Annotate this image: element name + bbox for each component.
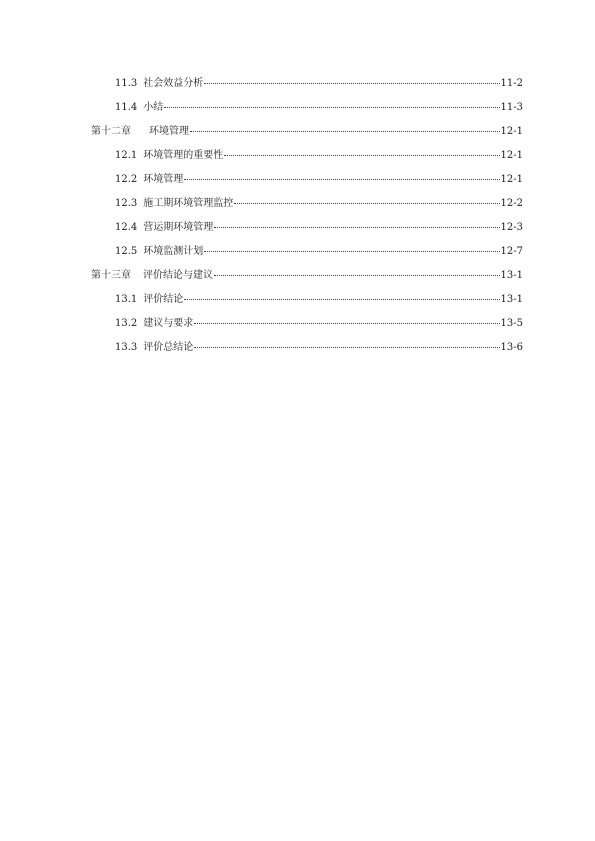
dot-leader [194,313,499,324]
toc-entry-number: 11.3 [115,78,138,89]
toc-entry-12-3[interactable] [0,192,595,216]
toc-entry-page: 12-1 [500,150,523,161]
toc-entry-page: 13-1 [500,294,523,305]
toc-entry-number: 13.2 [115,318,138,329]
dot-leader [224,145,499,156]
toc-entry-page: 12-2 [500,198,523,209]
dot-leader [204,241,499,252]
toc-entry-number: 12.3 [115,198,138,209]
toc-chapter-number: 第十三章 [91,270,131,281]
toc-entry-title: 施工期环境管理监控 [143,198,234,209]
toc-entry-title: 评价结论 [143,294,184,305]
toc-entry-12-4[interactable] [0,216,595,240]
toc-entry-13-3[interactable] [0,336,595,360]
toc-entry-number: 13.3 [115,342,138,353]
toc-entry-title: 环境管理 [143,174,184,185]
toc-entry-page: 13-1 [500,270,523,281]
dot-leader [234,193,499,204]
toc-entry-title: 环境管理 [149,126,189,137]
toc-entry-title: 环境监测计划 [143,246,204,257]
dot-leader [184,289,499,300]
toc-entry-12-5[interactable] [0,240,595,264]
toc-entry-page: 12-7 [500,246,523,257]
table-of-contents [0,72,595,360]
dot-leader [194,337,499,348]
dot-leader [214,265,500,276]
dot-leader [204,73,499,84]
dot-leader [190,121,500,132]
toc-entry-page: 12-3 [500,222,523,233]
toc-entry-number: 13.1 [115,294,138,305]
toc-entry-number: 12.5 [115,246,138,257]
toc-entry-title: 环境管理的重要性 [143,150,224,161]
toc-entry-title: 小结 [143,102,164,113]
toc-entry-title: 评价结论与建议 [143,270,213,281]
toc-entry-page: 11-2 [500,78,523,89]
toc-entry-page: 13-6 [500,342,523,353]
toc-entry-13-1[interactable] [0,288,595,312]
toc-entry-page: 13-5 [500,318,523,329]
toc-entry-title: 评价总结论 [143,342,194,353]
toc-chapter-number: 第十二章 [91,126,131,137]
dot-leader [214,217,499,228]
dot-leader [164,97,499,108]
toc-entry-chapter-12[interactable] [0,120,595,144]
dot-leader [184,169,499,180]
toc-entry-12-2[interactable] [0,168,595,192]
toc-entry-number: 12.1 [115,150,138,161]
toc-entry-title: 建议与要求 [143,318,194,329]
toc-entry-page: 12-1 [500,126,523,137]
toc-entry-page: 12-1 [500,174,523,185]
toc-entry-number: 12.4 [115,222,138,233]
toc-entry-number: 11.4 [115,102,138,113]
toc-entry-title: 社会效益分析 [143,78,204,89]
toc-entry-title: 营运期环境管理 [143,222,214,233]
toc-entry-11-3[interactable] [0,72,595,96]
toc-entry-12-1[interactable] [0,144,595,168]
toc-entry-number: 12.2 [115,174,138,185]
toc-entry-page: 11-3 [500,102,523,113]
toc-entry-11-4[interactable] [0,96,595,120]
toc-entry-chapter-13[interactable] [0,264,595,288]
toc-entry-13-2[interactable] [0,312,595,336]
